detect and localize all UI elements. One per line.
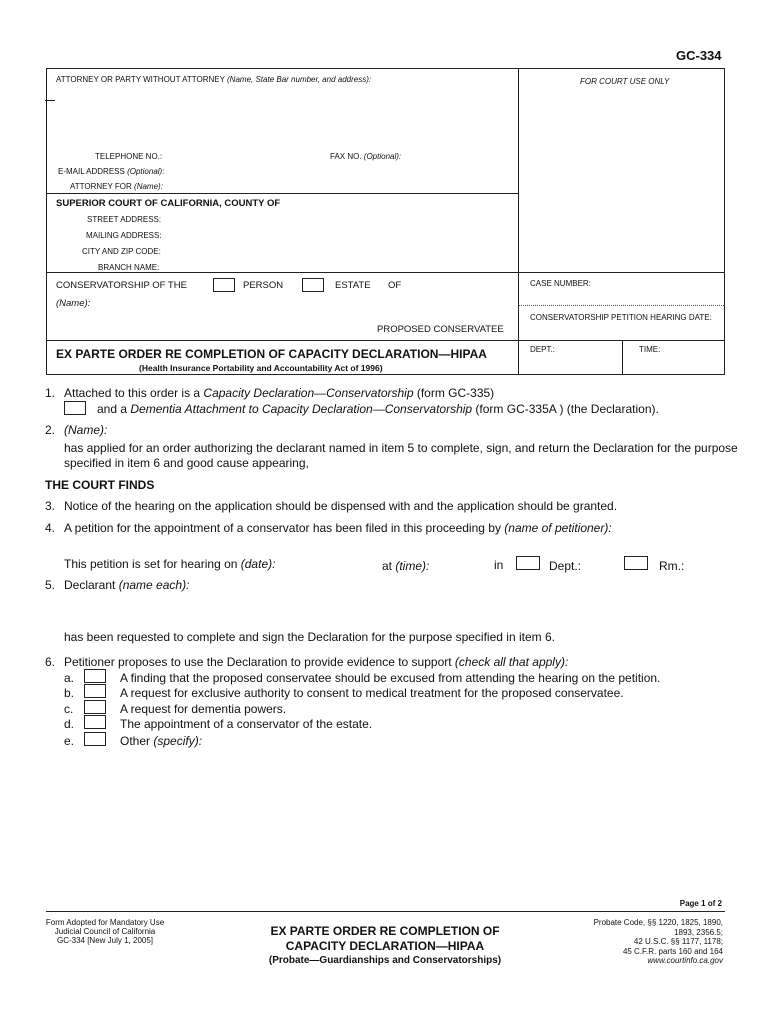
item-2-text-2: specified in item 6 and good cause appearing, [64,456,309,470]
option-b-text: A request for exclusive authority to consent to medical treatment for the proposed conservatee. [120,686,624,700]
hearing-date-label: This petition is set for hearing on (date): [64,557,276,571]
item-6-number: 6. [45,655,56,669]
form-subtitle: (Health Insurance Portability and Accountability Act of 1996) [139,363,383,373]
option-e-text: Other (specify): [120,734,203,748]
item-1-text: Attached to this order is a Capacity Declaration—Conservatorship (form GC-335) [64,386,495,400]
court-title: SUPERIOR COURT OF CALIFORNIA, COUNTY OF [56,198,281,209]
hearing-time-label: at (time): [382,559,430,573]
hearing-in-label: in [494,558,504,572]
option-d-text: The appointment of a conservator of the estate. [120,717,373,731]
item-1-number: 1. [45,386,56,400]
option-a-text: A finding that the proposed conservatee should be excused from attending the hearing on the petition. [120,671,661,685]
item-2-text-1: has applied for an order authorizing the declarant named in item 5 to complete, sign, and return the Declaration for the purpose [64,441,738,455]
dementia-attachment-checkbox[interactable] [64,401,86,415]
of-label: OF [388,280,402,291]
option-c-text: A request for dementia powers. [120,702,287,716]
item-6-text: Petitioner proposes to use the Declaration to provide evidence to support (check all that apply): [64,655,569,669]
title-left-border [46,340,47,374]
option-a-letter: a. [64,671,75,685]
option-a-checkbox[interactable] [84,669,106,683]
item-4-number: 4. [45,521,56,535]
address-dash [45,100,55,101]
option-b-letter: b. [64,686,75,700]
hearing-date-label: CONSERVATORSHIP PETITION HEARING DATE: [530,313,712,322]
option-b-checkbox[interactable] [84,684,106,698]
city-zip-label: CITY AND ZIP CODE: [82,247,161,256]
attorney-label: ATTORNEY OR PARTY WITHOUT ATTORNEY (Name, State Bar number, and address): [56,75,372,84]
court-finds-heading: THE COURT FINDS [45,478,155,492]
case-number-divider [519,305,724,306]
case-number-label: CASE NUMBER: [530,279,591,288]
hearing-room-checkbox[interactable] [624,556,648,570]
item-2-number: 2. [45,423,56,437]
email-label: E-MAIL ADDRESS (Optional): [58,167,165,176]
option-e-letter: e. [64,734,75,748]
option-c-checkbox[interactable] [84,700,106,714]
item-5-requested-text: has been requested to complete and sign the Declaration for the purpose specified in item 6. [64,630,555,644]
form-number: GC-334 [676,48,722,63]
conservatee-name-label: (Name): [56,298,91,309]
footer-rule [46,911,725,912]
conservatorship-of-label: CONSERVATORSHIP OF THE [56,280,187,291]
attorney-for-label: ATTORNEY FOR (Name): [70,182,163,191]
person-checkbox[interactable] [213,278,235,292]
dept-time-divider [622,340,623,374]
item-5-text: Declarant (name each): [64,578,190,592]
page-number: Page 1 of 2 [679,899,722,908]
title-section-border [46,340,725,341]
hearing-dept-checkbox[interactable] [516,556,540,570]
person-label: PERSON [243,280,284,291]
court-use-label: FOR COURT USE ONLY [580,77,670,86]
proposed-conservatee-label: PROPOSED CONSERVATEE [377,324,504,335]
estate-checkbox[interactable] [302,278,324,292]
telephone-label: TELEPHONE NO.: [95,152,163,161]
option-c-letter: c. [64,702,74,716]
item-3-number: 3. [45,499,56,513]
dept-label: DEPT.: [530,345,555,354]
option-e-checkbox[interactable] [84,732,106,746]
fax-label: FAX NO. (Optional): [330,152,402,161]
statutory-references: Probate Code, §§ 1220, 1825, 1890, 1893, 2356.5; 42 U.S.C. §§ 1177, 1178; 45 C.F.R. parts 160 and 164 www.courtinfo.ca.gov [560,918,723,966]
form-title: EX PARTE ORDER RE COMPLETION OF CAPACITY DECLARATION—HIPAA [56,347,487,361]
header-bottom-border [46,374,725,375]
form-adopted-note: Form Adopted for Mandatory Use Judicial Council of California GC-334 [New July 1, 2005] [45,918,165,945]
street-address-label: STREET ADDRESS: [87,215,162,224]
header-right-border [724,68,725,374]
time-label: TIME: [639,345,661,354]
option-d-checkbox[interactable] [84,715,106,729]
court-website-link[interactable]: www.courtinfo.ca.gov [647,956,723,965]
header-divider [518,68,519,374]
option-d-letter: d. [64,717,75,731]
branch-name-label: BRANCH NAME: [98,263,160,272]
estate-label: ESTATE [335,280,371,291]
item-4-text: A petition for the appointment of a conservator has been filed in this proceeding by (name of petitioner): [64,521,612,535]
header-top-border [46,68,725,69]
hearing-dept-label: Dept.: [549,559,582,573]
court-section-border [46,193,519,194]
footer-title: EX PARTE ORDER RE COMPLETION OF CAPACITY DECLARATION—HIPAA (Probate—Guardianships and Conservatorships) [268,924,502,966]
item-2-name-label: (Name): [64,423,108,437]
header-left-border [46,68,47,341]
caption-section-border [46,272,725,273]
hearing-room-label: Rm.: [659,559,685,573]
item-5-number: 5. [45,578,56,592]
item-3-text: Notice of the hearing on the application should be dispensed with and the application should be granted. [64,499,618,513]
item-1-dementia-text: and a Dementia Attachment to Capacity Declaration—Conservatorship (form GC-335A ) (the Declaration). [97,402,659,416]
mailing-address-label: MAILING ADDRESS: [86,231,162,240]
